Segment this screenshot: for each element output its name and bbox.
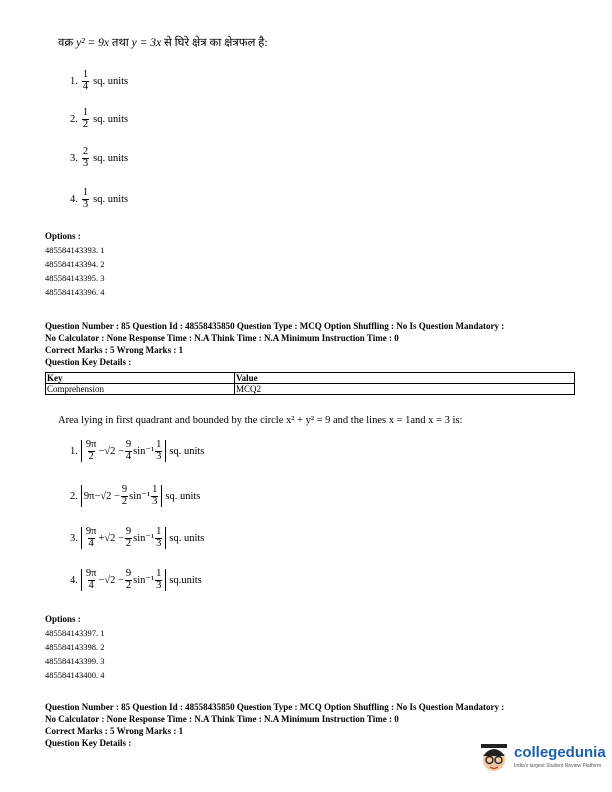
q2-option-4 [70,569,202,591]
numerator: 1 [152,484,158,495]
table-header-key: Key [46,373,235,384]
option-label: 4. [70,574,78,586]
denominator: 4 [125,450,132,462]
question-key-table [45,372,575,395]
inverse-sine: sin⁻¹ [133,575,155,586]
unit: sq. units [93,152,129,164]
collegedunia-logo [476,738,606,778]
fraction [82,108,89,130]
numerator: 1 [156,568,162,579]
unit: sq. units [93,75,129,87]
operator: −√2 − [98,574,124,586]
student-mascot-icon [476,738,512,778]
unit: sq. units [93,193,129,205]
q1-prefix: वक्र [58,37,74,49]
inverse-sine: sin⁻¹ [133,533,155,544]
unit: sq. units [169,532,205,544]
question-2-text: Area lying in first quadrant and bounded by the circle x² + y² = 9 and the lines x = 1and x = 3 is: [58,415,463,426]
option-label: 3. [70,152,78,164]
numerator: 9 [125,526,132,537]
table-header-row [46,373,575,384]
q1-option-4 [70,188,128,210]
option-id: 485584143395. 3 [45,273,105,283]
option-id: 485584143398. 2 [45,642,105,652]
inverse-sine: sin⁻¹ [133,446,155,457]
denominator: 4 [88,537,94,549]
q2-option-2 [70,485,200,507]
numerator: 9 [121,484,128,495]
denominator: 3 [82,198,89,210]
operator: −√2 − [98,445,124,457]
numerator: 2 [82,146,89,157]
numerator: 1 [82,187,89,198]
fraction [125,440,132,462]
unit: sq.units [169,574,202,586]
unit: sq. units [165,490,201,502]
absolute-expression [81,440,167,462]
meta-line: Question Number : 85 Question Id : 48558435850 Question Type : MCQ Option Shuffling : No Is Question Mandatory : [45,321,505,331]
fraction [85,440,98,462]
numerator: 9π [85,526,97,537]
fraction [151,485,158,507]
fraction [155,440,162,462]
fraction [125,569,132,591]
option-label: 2. [70,490,78,502]
numerator: 9 [125,568,132,579]
q2-option-3 [70,527,204,549]
question-meta [45,701,504,749]
option-id: 485584143397. 1 [45,628,105,638]
denominator: 2 [125,537,132,549]
absolute-expression [81,485,163,507]
fraction [125,527,132,549]
option-label: 1. [70,445,78,457]
numerator: 1 [82,107,89,118]
denominator: 2 [125,579,132,591]
options-list [45,243,105,299]
fraction [82,188,89,210]
q2-option-1 [70,440,204,462]
numerator: 1 [82,69,89,80]
denominator: 4 [82,80,89,92]
option-label: 2. [70,113,78,125]
numerator: 9 [125,439,132,450]
option-id: 485584143400. 4 [45,670,105,680]
absolute-expression [81,569,167,591]
operator: −√2 − [94,490,120,502]
denominator: 2 [88,450,94,462]
denominator: 2 [121,495,128,507]
numerator: 9π [85,439,97,450]
q1-option-3 [70,147,128,169]
meta-line: Correct Marks : 5 Wrong Marks : 1 [45,726,184,736]
logo-tagline: India's largest Student Review Platform [514,763,602,769]
options-list [45,626,105,682]
q1-option-1 [70,70,128,92]
option-label: 3. [70,532,78,544]
question-1-text [58,35,268,50]
unit: sq. units [169,445,205,457]
option-id: 485584143399. 3 [45,656,105,666]
option-label: 4. [70,193,78,205]
q1-eq2: y = 3x [131,37,162,49]
option-id: 485584143393. 1 [45,245,105,255]
unit: sq. units [93,113,129,125]
denominator: 3 [156,450,162,462]
q1-mid: तथा [111,37,129,49]
denominator: 3 [82,157,89,169]
numerator: 1 [156,439,162,450]
fraction [121,485,128,507]
fraction [85,527,98,549]
term: 9π [83,490,95,502]
fraction [155,527,162,549]
denominator: 3 [156,579,162,591]
numerator: 1 [156,526,162,537]
q1-suffix: से घिरे क्षेत्र का क्षेत्रफल है: [164,37,268,49]
table-cell-value: MCQ2 [235,384,575,395]
denominator: 3 [152,495,158,507]
inverse-sine: sin⁻¹ [129,491,151,502]
table-header-value: Value [235,373,575,384]
meta-line: No Calculator : None Response Time : N.A Think Time : N.A Minimum Instruction Time : 0 [45,333,399,343]
table-cell-key: Comprehension [46,384,235,395]
options-heading: Options : [45,231,81,241]
logo-name: collegedunia [514,744,606,761]
meta-line: Question Key Details : [45,357,132,367]
fraction [82,70,89,92]
fraction [82,147,89,169]
absolute-expression [81,527,167,549]
denominator: 3 [156,537,162,549]
meta-line: Question Key Details : [45,738,132,748]
meta-line: Question Number : 85 Question Id : 48558435850 Question Type : MCQ Option Shuffling : No Is Question Mandatory : [45,702,505,712]
denominator: 4 [88,579,94,591]
numerator: 9π [85,568,97,579]
fraction [155,569,162,591]
meta-line: Correct Marks : 5 Wrong Marks : 1 [45,345,184,355]
table-row [46,384,575,395]
operator: +√2 − [98,532,124,544]
option-id: 485584143394. 2 [45,259,105,269]
question-meta [45,320,504,368]
option-label: 1. [70,75,78,87]
options-heading: Options : [45,614,81,624]
fraction [85,569,98,591]
meta-line: No Calculator : None Response Time : N.A Think Time : N.A Minimum Instruction Time : 0 [45,714,399,724]
q1-option-2 [70,108,128,130]
option-id: 485584143396. 4 [45,287,105,297]
q1-eq1: y² = 9x [76,37,110,49]
denominator: 2 [82,118,89,130]
